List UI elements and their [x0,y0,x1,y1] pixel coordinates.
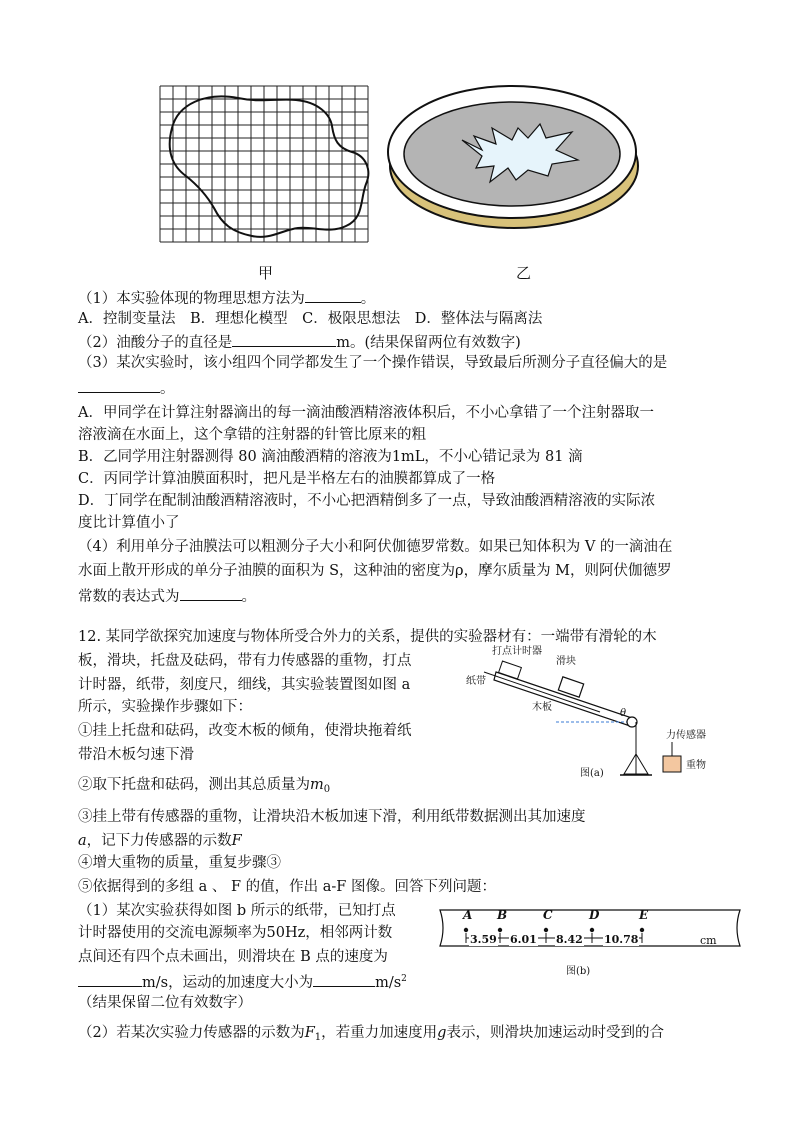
q12-part1-line5: （结果保留二位有效数字） [78,995,252,1011]
tape-segment-label: 8.42 [556,933,583,946]
q12-line2: 板，滑块，托盘及砝码，带有力传感器的重物，打点 [78,653,412,669]
fig-b-unit: cm [700,934,717,947]
q11-part4-end: 。 [241,589,256,605]
q12-part2-text3: 表示，则滑块加速运动时受到的合 [446,1025,664,1041]
tape-segment-label: 10.78 [604,933,639,946]
fig-b-caption: 图(b) [566,966,591,977]
q11-optC: C．丙同学计算油膜面积时，把凡是半格左右的油膜都算成了一格 [78,471,496,487]
q12-step3-line1: ③挂上带有传感器的重物，让滑块沿木板加速下滑，利用纸带数据测出其加速度 [78,809,586,825]
tape-segment-label: 3.59 [470,933,497,946]
q11-optD-line1: D．丁同学在配制油酸酒精溶液时，不小心把酒精倒多了一点，导致油酸酒精溶液的实际浓 [78,493,656,509]
q12-step2-text: ②取下托盘和砝码，测出其总质量为 [78,777,310,793]
q12-line1: 12. 某同学欲探究加速度与物体所受合外力的关系，提供的实验器材有：一端带有滑轮的木 [78,629,657,645]
tape-point-b [498,928,502,932]
q12-part1-line2: 计时器使用的交流电源频率为50Hz，相邻两计数 [78,925,393,941]
fig-a-tape-label: 纸带 [466,676,486,687]
fig-a-board-label: 木板 [532,702,552,713]
q12-step4: ④增大重物的质量，重复步骤③ [78,855,281,871]
q12-part1-unit-sup: 2 [401,974,407,984]
fig-a-sensor-label: 力传感器 [666,730,706,741]
fig-a-slider-label: 滑块 [556,656,576,667]
q11-part2-text: （2）油酸分子的直径是 [78,335,233,351]
tape-point-a [464,928,468,932]
tape-point-label: C [543,908,553,922]
q12-part2-sub: 1 [314,1032,322,1043]
fig-a-timer-label: 打点计时器 [492,646,542,657]
q11-part3: （3）某次实验时，该小组四个同学都发生了一个操作错误，导致最后所测分子直径偏大的是 [78,355,668,371]
figure-jia-label: 甲 [258,264,274,282]
q11-options: A．控制变量法 B．理想化模型 C．极限思想法 D．整体法与隔离法 [78,311,543,327]
q12-line4: 所示，实验操作步骤如下： [78,699,252,715]
q11-optB: B．乙同学用注射器测得 80 滴油酸酒精的溶液为1mL，不小心错记录为 81 滴 [78,449,583,465]
q12-step1-line2: 带沿木板匀速下滑 [78,747,194,763]
q12-part1-unit: m/s [375,975,402,991]
q11-optA-line1: A．甲同学在计算注射器滴出的每一滴油酸酒精溶液体积后，不小心拿错了一个注射器取一 [78,405,654,421]
tape-segment-label: 6.01 [510,933,537,946]
q12-step5: ⑤依据得到的多组 a 、 F 的值，作出 a-F 图像。回答下列问题： [78,879,496,895]
tape-point-label: D [589,908,600,922]
fig-a-caption: 图(a) [580,768,604,779]
fig-a-weight-label: 重物 [686,760,706,771]
q12-step2-sub: 0 [323,784,331,795]
q12-part1-text: m/s，运动的加速度大小为 [142,975,314,991]
q12-part2-var: F [304,1025,315,1041]
q12-step3-text: ，记下力传感器的示数 [86,833,232,849]
q12-part1-line1: （1）某次实验获得如图 b 所示的纸带，已知打点 [78,903,396,919]
q12-part1-line3: 点间还有四个点未画出，则滑块在 B 点的速度为 [78,949,388,965]
q12-step2-var: m [310,777,324,793]
q12-step3-a: a [78,833,87,849]
tape-point-label: E [639,908,649,922]
q11-part1-text: （1）本实验体现的物理思想方法为 [78,291,305,307]
figure-yi-label: 乙 [516,264,532,282]
q11-part3-end: 。 [160,381,175,397]
fig-a-theta-label: θ [620,708,627,719]
q12-part2-text2: ，若重力加速度用 [321,1025,438,1041]
tape-point-e [640,928,644,932]
q12-line3: 计时器，纸带，刻度尺，细线，其实验装置图如图 a [78,677,411,693]
q11-optD-line2: 度比计算值小了 [78,515,180,531]
q12-part2-text: （2）若某次实验力传感器的示数为 [78,1025,305,1041]
q11-optA-line2: 溶液滴在水面上，这个拿错的注射器的针管比原来的粗 [78,427,426,443]
tape-point-d [590,928,594,932]
tape-point-label: A [463,908,473,922]
q11-part4-text: 常数的表达式为 [78,589,180,605]
q12-step3-F: F [231,833,242,849]
q12-step1-line1: ①挂上托盘和砝码，改变木板的倾角，使滑块拖着纸 [78,723,412,739]
q12-part2-g: g [437,1025,447,1041]
tape-point-c [544,928,548,932]
q11-part1-end: 。 [360,291,376,307]
q11-part4-line2: 水面上散开形成的单分子油膜的面积为 S，这种油的密度为ρ，摩尔质量为 M，则阿伏伽德罗 [78,563,672,579]
q11-part4-line1: （4）利用单分子油膜法可以粗测分子大小和阿伏伽德罗常数。如果已知体积为 V 的一滴油在 [78,539,673,555]
q11-part2-end: m。(结果保留两位有效数字) [336,335,521,351]
tape-point-label: B [497,908,508,922]
